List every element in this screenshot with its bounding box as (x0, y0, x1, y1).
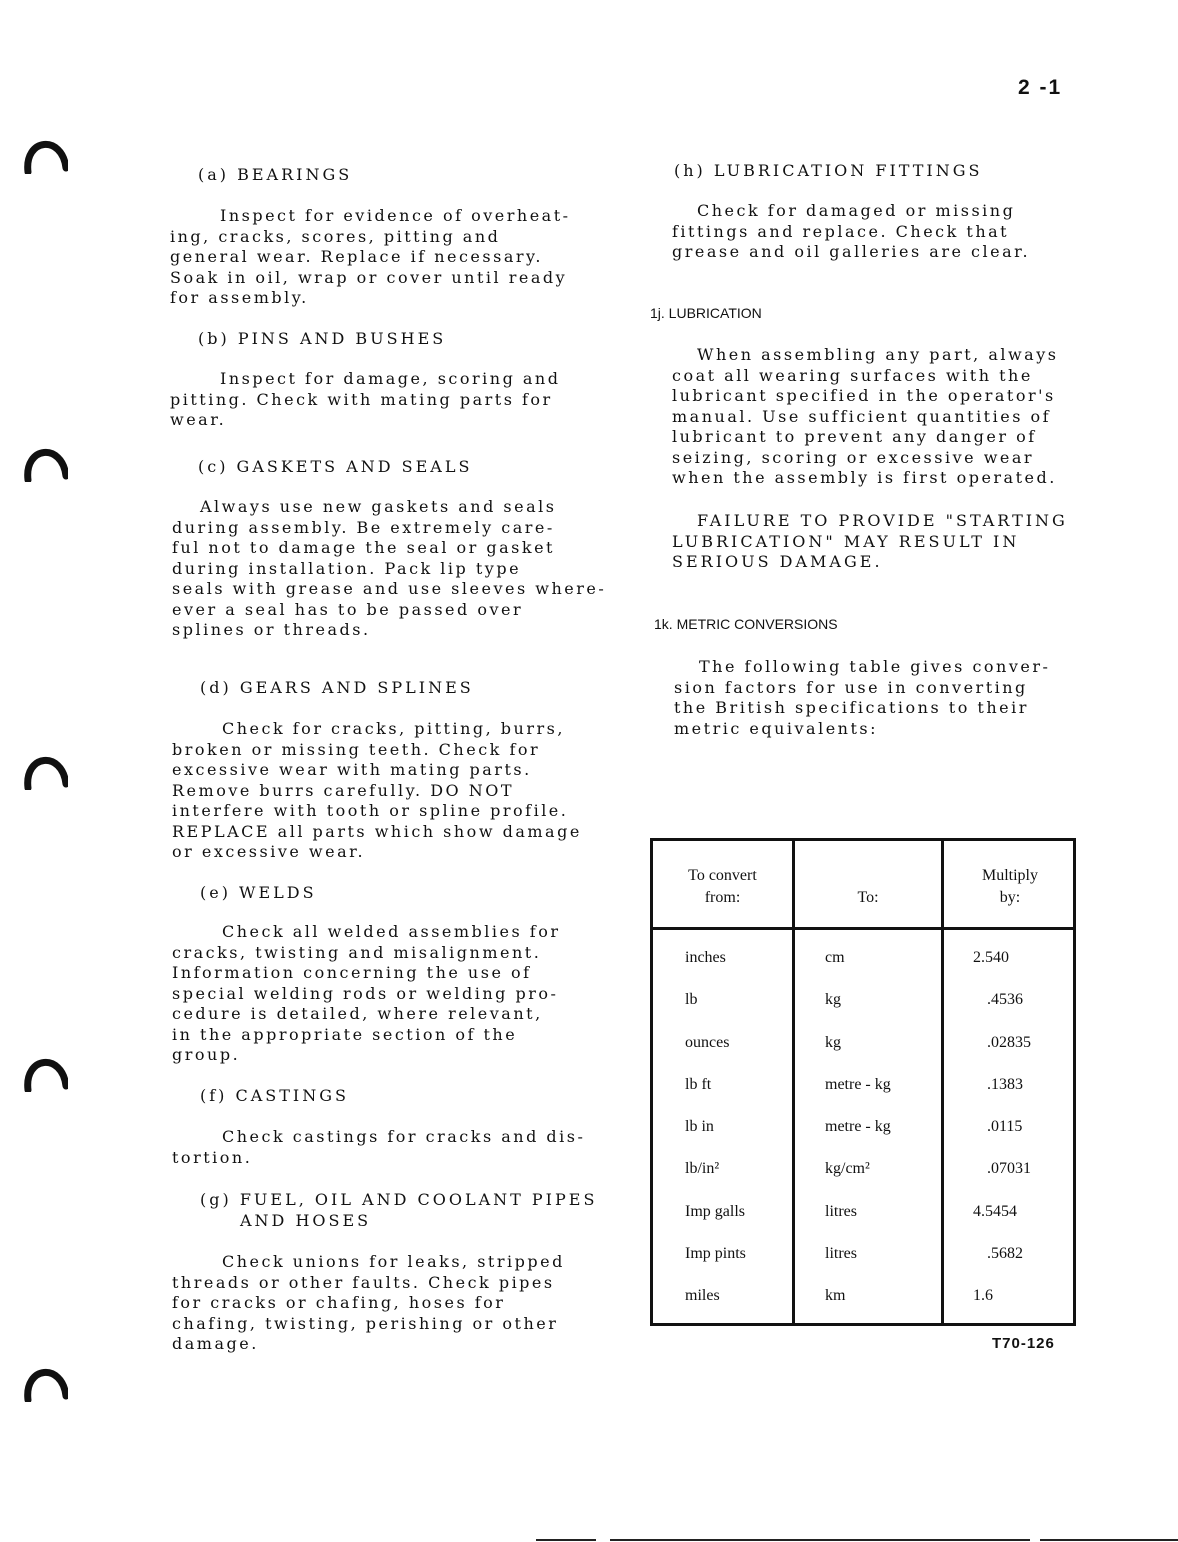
text-line: cracks, twisting and misalignment. (172, 942, 542, 962)
cell-to: kg (825, 991, 841, 1008)
text-line: Information concerning the use of (172, 963, 532, 982)
text-line: lubricant specified in the operator's (672, 386, 1056, 405)
cell-from: lb in (685, 1118, 714, 1135)
cell-to: litres (825, 1203, 857, 1220)
text-line: ful not to damage the seal or gasket (172, 538, 555, 557)
header-line: To convert (688, 867, 757, 884)
cell-to: cm (825, 949, 845, 966)
footer-rule (536, 1539, 596, 1541)
text-line: Check unions for leaks, stripped (222, 1252, 565, 1271)
binder-hole-icon (22, 1356, 68, 1402)
cell-factor: .4536 (987, 991, 1023, 1008)
text-line: Check for cracks, pitting, burrs, (222, 719, 565, 738)
cell-factor: .5682 (987, 1245, 1023, 1262)
section-heading-pins-bushes: (b) PINS AND BUSHES (198, 329, 447, 348)
text-line: threads or other faults. Check pipes (172, 1272, 555, 1292)
text-line: fittings and replace. Check that (672, 221, 1010, 241)
paragraph-metric-conversions (674, 657, 1050, 739)
binder-hole-icon (22, 1046, 68, 1092)
section-heading-lubrication: 1j. LUBRICATION (650, 305, 762, 321)
cell-factor: .0115 (987, 1118, 1023, 1135)
cell-factor: .1383 (987, 1076, 1023, 1093)
text-line: interfere with tooth or spline profile. (172, 801, 569, 820)
text-line: Remove burrs carefully. DO NOT (172, 780, 515, 800)
text-line: pitting. Check with mating parts for (170, 389, 553, 409)
text-line: or excessive wear. (172, 842, 366, 861)
text-line: Check all welded assemblies for (222, 922, 561, 941)
header-line: by: (999, 889, 1021, 906)
cell-factor: 2.540 (973, 949, 1009, 966)
text-line: lubricant to prevent any danger of (672, 427, 1037, 446)
heading-line: AND HOSES (240, 1210, 372, 1230)
paragraph-lubrication-fittings (672, 201, 1030, 263)
text-line: splines or threads. (172, 620, 371, 639)
cell-from: lb/in² (685, 1160, 720, 1177)
cell-factor: .02835 (987, 1034, 1031, 1051)
cell-to: kg (825, 1034, 841, 1051)
text-line: during assembly. Be extremely care- (172, 517, 555, 537)
cell-to: litres (825, 1245, 857, 1262)
text-line: wear. (170, 410, 227, 429)
text-line: when the assembly is first operated. (672, 468, 1057, 487)
text-line: the British specifications to their (674, 698, 1029, 717)
header-to: To: (857, 889, 879, 906)
cell-to: metre - kg (825, 1076, 891, 1093)
page-number: 2 -1 (1018, 76, 1063, 99)
heading-line: (g) FUEL, OIL AND COOLANT PIPES (200, 1190, 598, 1209)
text-line: general wear. Replace if necessary. (170, 247, 544, 266)
paragraph-bearings (170, 206, 571, 309)
text-line: FAILURE TO PROVIDE "STARTING (697, 511, 1068, 530)
binder-hole-icon (22, 744, 68, 790)
text-line: ing, cracks, scores, pitting and (170, 226, 501, 246)
cell-to: metre - kg (825, 1118, 891, 1135)
text-line: for assembly. (170, 288, 309, 307)
text-line: Inspect for evidence of overheat- (220, 206, 571, 225)
text-line: LUBRICATION" MAY RESULT IN (672, 531, 1020, 551)
section-heading-fuel-oil-coolant (200, 1190, 597, 1231)
table-divider (653, 927, 1073, 930)
text-line: ever a seal has to be passed over (172, 599, 524, 619)
text-line: Inspect for damage, scoring and (220, 369, 561, 388)
text-line: special welding rods or welding pro- (172, 983, 559, 1003)
text-line: broken or missing teeth. Check for (172, 739, 541, 759)
lubrication-warning (672, 511, 1068, 573)
text-line: group. (172, 1045, 241, 1064)
header-multiply-by (944, 865, 1076, 909)
text-line: during installation. Pack lip type (172, 558, 522, 578)
paragraph-lubrication (672, 345, 1058, 489)
binder-hole-icon (22, 128, 68, 174)
text-line: SERIOUS DAMAGE. (672, 552, 883, 571)
text-line: REPLACE all parts which show damage (172, 821, 582, 841)
text-line: When assembling any part, always (697, 345, 1059, 364)
section-heading-gears-splines: (d) GEARS AND SPLINES (200, 678, 474, 697)
text-line: metric equivalents: (674, 718, 879, 738)
footer-rule (610, 1539, 1030, 1541)
paragraph-fuel-oil-coolant (172, 1252, 565, 1355)
paragraph-gaskets-seals (172, 497, 606, 641)
cell-factor: 1.6 (973, 1287, 993, 1304)
paragraph-gears-splines (172, 719, 582, 863)
section-heading-castings: (f) CASTINGS (200, 1086, 349, 1105)
section-heading-bearings: (a) BEARINGS (198, 165, 353, 184)
text-line: Always use new gaskets and seals (200, 497, 557, 516)
cell-from: miles (685, 1287, 720, 1304)
text-line: seals with grease and use sleeves where- (172, 579, 607, 598)
cell-factor: .07031 (987, 1160, 1031, 1177)
text-line: Soak in oil, wrap or cover until ready (170, 267, 568, 287)
text-line: manual. Use sufficient quantities of (672, 406, 1052, 426)
cell-from: Imp pints (685, 1245, 746, 1262)
cell-from: inches (685, 949, 726, 966)
footer-rule (1040, 1539, 1178, 1541)
cell-factor: 4.5454 (973, 1203, 1017, 1220)
text-line: grease and oil galleries are clear. (672, 242, 1031, 261)
binder-hole-icon (22, 436, 68, 482)
text-line: coat all wearing surfaces with the (672, 365, 1033, 385)
text-line: Check castings for cracks and dis- (222, 1127, 586, 1146)
table-divider (792, 841, 795, 1323)
text-line: excessive wear with mating parts. (172, 760, 532, 779)
section-heading-gaskets-seals: (c) GASKETS AND SEALS (198, 457, 473, 476)
header-convert-from (653, 865, 792, 909)
text-line: tortion. (172, 1147, 253, 1167)
text-line: chafing, twisting, perishing or other (172, 1313, 559, 1333)
text-line: for cracks or chafing, hoses for (172, 1293, 506, 1312)
paragraph-pins-bushes (170, 369, 560, 431)
text-line: Check for damaged or missing (697, 201, 1016, 220)
paragraph-welds (172, 922, 560, 1066)
section-heading-lubrication-fittings: (h) LUBRICATION FITTINGS (674, 161, 983, 180)
metric-conversion-table (650, 838, 1076, 1326)
cell-from: Imp galls (685, 1203, 745, 1220)
text-line: sion factors for use in converting (674, 677, 1028, 697)
header-line: Multiply (981, 867, 1038, 884)
text-line: seizing, scoring or excessive wear (672, 447, 1035, 467)
table-reference-code: T70-126 (992, 1335, 1055, 1352)
header-line: from: (704, 889, 741, 906)
cell-from: lb (685, 991, 698, 1008)
cell-from: lb ft (685, 1076, 712, 1093)
section-heading-metric-conversions: 1k. METRIC CONVERSIONS (654, 616, 838, 632)
table-divider (941, 841, 944, 1323)
text-line: damage. (172, 1334, 259, 1353)
cell-from: ounces (685, 1034, 730, 1051)
cell-to: kg/cm² (825, 1160, 870, 1177)
section-heading-welds: (e) WELDS (200, 883, 317, 902)
text-line: in the appropriate section of the (172, 1024, 518, 1044)
text-line: cedure is detailed, where relevant, (172, 1004, 543, 1023)
cell-to: km (825, 1287, 846, 1304)
paragraph-castings (172, 1127, 585, 1168)
text-line: The following table gives conver- (699, 657, 1051, 676)
